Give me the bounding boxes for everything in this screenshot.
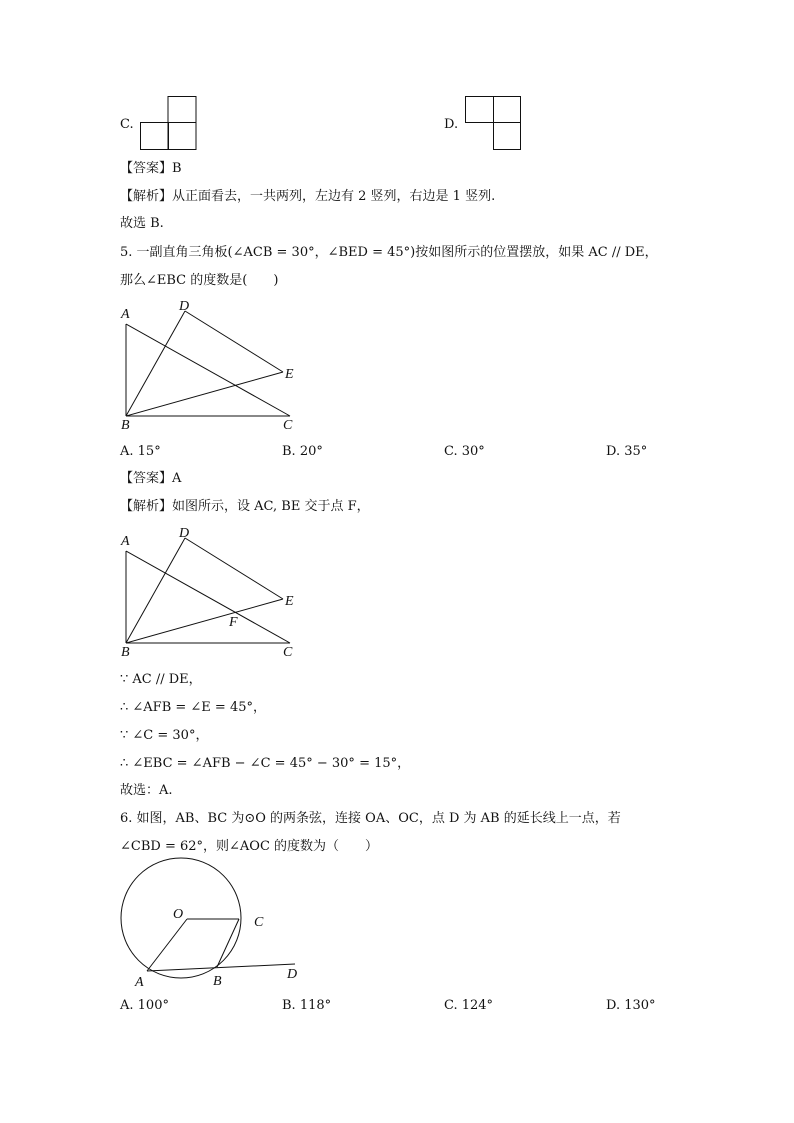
label-b: B	[213, 974, 222, 989]
answer-tag: 【答案】	[120, 471, 173, 486]
q5-figure	[115, 296, 315, 436]
label-c: C	[254, 915, 264, 930]
q4-analysis	[120, 188, 495, 206]
q4-answer	[120, 160, 182, 178]
q5-option-b: B. 20°	[282, 444, 323, 459]
q6-option-a: A. 100°	[120, 998, 169, 1013]
label-e: E	[285, 367, 294, 382]
option-d-label: D.	[444, 117, 459, 132]
option-c-figure	[140, 96, 200, 152]
label-o: O	[173, 907, 184, 922]
q5-step-4: ∴ ∠EBC = ∠AFB − ∠C = 45° − 30° = 15°，	[120, 756, 411, 771]
q5-analysis	[120, 498, 370, 516]
label-a: A	[135, 975, 144, 990]
analysis-text: 如图所示，设 AC, BE 交于点 F，	[172, 499, 370, 514]
label-a: A	[121, 307, 130, 322]
analysis-tag: 【解析】	[120, 189, 173, 204]
q5-answer	[120, 470, 181, 488]
option-c-label: C.	[120, 117, 134, 132]
q5-stem-line1: 5. 一副直角三角板(∠ACB = 30°，∠BED = 45°)按如图所示的位置摆放，如果 AC // DE，	[120, 245, 658, 260]
q5-option-c: C. 30°	[444, 444, 485, 459]
q5-conclusion: 故选：A.	[120, 783, 173, 798]
label-e: E	[285, 594, 294, 609]
answer-value: B	[172, 161, 182, 176]
q6-stem-line1: 6. 如图，AB、BC 为⊙O 的两条弦，连接 OA、OC，点 D 为 AB 的延长线上一点，若	[120, 811, 621, 826]
label-f: F	[229, 615, 238, 630]
analysis-tag: 【解析】	[120, 499, 173, 514]
answer-tag: 【答案】	[120, 161, 173, 176]
label-d: D	[287, 967, 298, 982]
q5-step-1: ∵ AC // DE，	[120, 672, 202, 687]
q5-option-d: D. 35°	[606, 444, 648, 459]
q5-step-2: ∴ ∠AFB = ∠E = 45°，	[120, 700, 266, 715]
label-d: D	[179, 299, 190, 314]
q6-option-b: B. 118°	[282, 998, 332, 1013]
analysis-text: 从正面看去，一共两列，左边有 2 竖列，右边是 1 竖列.	[172, 189, 496, 204]
q4-conclusion: 故选 B.	[120, 216, 164, 231]
q5-option-a: A. 15°	[120, 444, 161, 459]
answer-value: A	[172, 471, 182, 486]
label-c: C	[283, 418, 293, 433]
label-a: A	[121, 534, 130, 549]
q5-analysis-figure	[115, 523, 315, 663]
q6-option-d: D. 130°	[606, 998, 656, 1013]
option-d-figure	[465, 96, 525, 152]
q6-option-c: C. 124°	[444, 998, 494, 1013]
q5-step-3: ∵ ∠C = 30°，	[120, 728, 209, 743]
label-c: C	[283, 645, 293, 660]
q6-figure	[115, 860, 315, 990]
label-b: B	[121, 645, 130, 660]
q6-stem-line2: ∠CBD = 62°，则∠AOC 的度数为（ ）	[120, 839, 379, 854]
label-d: D	[179, 526, 190, 541]
label-b: B	[121, 418, 130, 433]
q5-stem-line2: 那么∠EBC 的度数是( )	[120, 273, 279, 288]
